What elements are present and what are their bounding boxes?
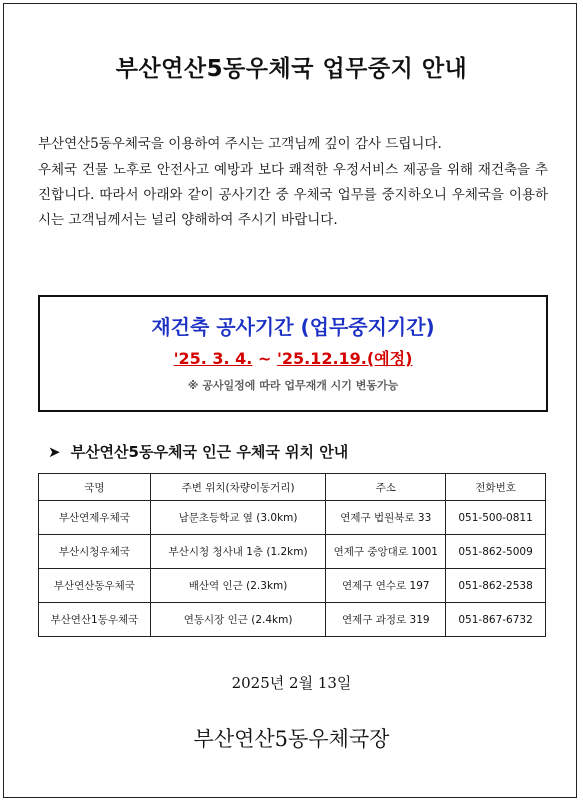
page-title: 부산연산5동우체국 업무중지 안내 [115,56,468,82]
cell-location: 배산역 인근 (2.3km) [150,569,326,603]
date-start: '25. 3. 4. [173,349,253,368]
notice-box-date [40,346,546,369]
date-end: '25.12.19.(예정) [276,349,413,368]
table-row [39,603,546,637]
cell-office: 부산시청우체국 [39,535,151,569]
cell-office: 부산연산동우체국 [39,569,151,603]
date-separator: ~ [252,349,277,368]
signer-name: 부산연산5동우체국장 [193,727,390,751]
cell-location: 부산시청 청사내 1층 (1.2km) [150,535,326,569]
post-office-table [38,473,546,637]
cell-phone: 051-500-0811 [446,501,546,535]
intro-line-1: 부산연산5동우체국을 이용하여 주시는 고객님께 깊이 감사 드립니다. [38,136,442,152]
section-title: 부산연산5동우체국 인근 우체국 위치 안내 [70,443,349,461]
cell-office: 부산연산1동우체국 [39,603,151,637]
cell-office: 부산연제우체국 [39,501,151,535]
header-phone: 전화번호 [446,474,546,501]
header-location: 주변 위치(차량이동거리) [150,474,326,501]
table-header-row [39,474,546,501]
cell-phone: 051-867-6732 [446,603,546,637]
table-row [39,569,546,603]
cell-location: 연동시장 인근 (2.4km) [150,603,326,637]
cell-address: 연제구 중앙대로 1001 [326,535,446,569]
table-row [39,501,546,535]
cell-phone: 051-862-2538 [446,569,546,603]
notice-box-title: 재건축 공사기간 (업무중지기간) [151,315,435,339]
arrow-icon: ➤ [48,443,61,461]
notice-box [38,295,548,412]
cell-location: 남문초등학교 옆 (3.0km) [150,501,326,535]
header-address: 주소 [326,474,446,501]
header-office: 국명 [39,474,151,501]
document-date: 2025년 2월 13일 [231,674,352,692]
intro-paragraph-2: 우체국 건물 노후로 안전사고 예방과 보다 쾌적한 우정서비스 제공을 위해 재건축을 추진합니다. 따라서 아래와 같이 공사기간 중 우체국 업무를 중지하오니 우체국을 이용하시는 고객님께서는 널리 양해하여 주시기 바랍니다. [38,162,548,228]
cell-address: 연제구 법원북로 33 [326,501,446,535]
section-heading [48,441,348,462]
table-row [39,535,546,569]
cell-phone: 051-862-5009 [446,535,546,569]
notice-box-note: ※ 공사일정에 따라 업무재개 시기 변동가능 [187,379,399,392]
cell-address: 연제구 과정로 319 [326,603,446,637]
cell-address: 연제구 연수로 197 [326,569,446,603]
intro-text [38,132,548,233]
